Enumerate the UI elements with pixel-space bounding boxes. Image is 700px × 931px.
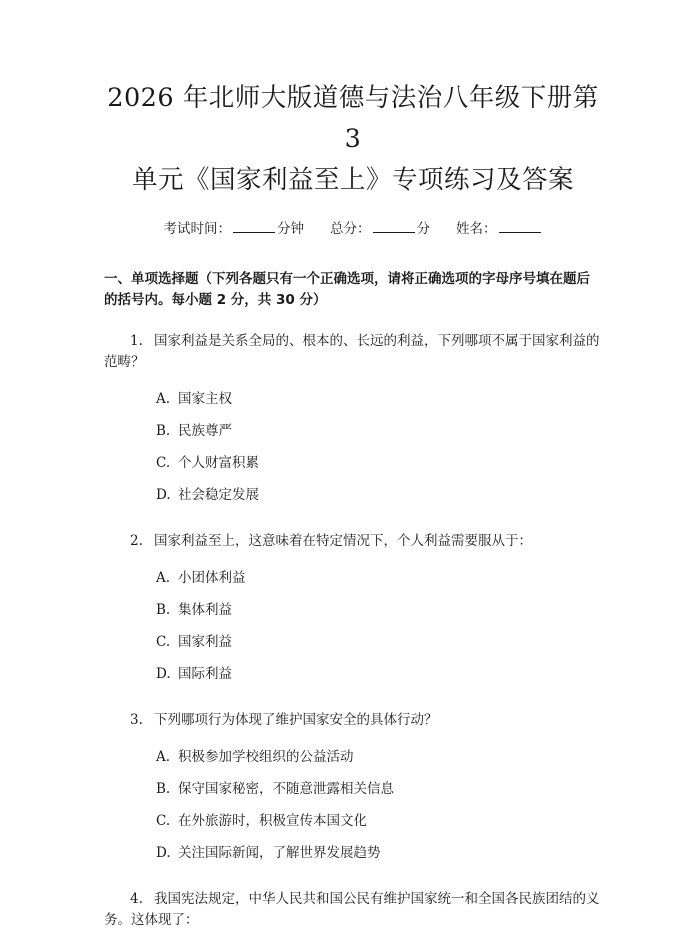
option-c <box>156 626 602 658</box>
option-text: 积极参加学校组织的公益活动 <box>178 749 354 765</box>
option-letter: D. <box>156 845 171 861</box>
option-text: 在外旅游时，积极宣传本国文化 <box>178 813 367 829</box>
question-text: 下列哪项行为体现了维护国家安全的具体行动？ <box>154 712 438 728</box>
score-label: 总分： <box>330 221 371 237</box>
option-text: 国家主权 <box>178 391 232 407</box>
option-c <box>156 805 602 837</box>
option-letter: A. <box>156 391 171 407</box>
option-letter: C. <box>156 455 171 471</box>
option-text: 国际利益 <box>178 666 232 682</box>
option-letter: B. <box>156 423 171 439</box>
option-letter: B. <box>156 602 171 618</box>
question-4 <box>104 889 602 931</box>
document-title <box>104 78 602 201</box>
score-blank <box>373 218 415 233</box>
name-blank <box>499 218 541 233</box>
option-list <box>104 383 602 511</box>
option-letter: B. <box>156 781 171 797</box>
option-text: 保守国家秘密，不随意泄露相关信息 <box>178 781 394 797</box>
time-unit: 分钟 <box>277 221 304 237</box>
option-text: 小团体利益 <box>178 570 246 586</box>
option-letter: D. <box>156 666 171 682</box>
question-number: 4. <box>130 891 143 907</box>
question-2 <box>104 531 602 552</box>
time-blank <box>233 218 275 233</box>
option-text: 集体利益 <box>178 602 232 618</box>
option-letter: A. <box>156 570 171 586</box>
option-b <box>156 773 602 805</box>
option-letter: C. <box>156 634 171 650</box>
option-list <box>104 562 602 690</box>
option-text: 民族尊严 <box>178 423 232 439</box>
option-b <box>156 594 602 626</box>
question-text: 国家利益是关系全局的、根本的、长远的利益，下列哪项不属于国家利益的范畴？ <box>104 333 600 370</box>
question-text: 国家利益至上，这意味着在特定情况下，个人利益需要服从于： <box>154 533 532 549</box>
option-letter: D. <box>156 487 171 503</box>
option-c <box>156 447 602 479</box>
title-line-1: 2026 年北师大版道德与法治八年级下册第 3 <box>107 83 599 154</box>
option-d <box>156 658 602 690</box>
name-label: 姓名： <box>456 221 497 237</box>
option-text: 关注国际新闻，了解世界发展趋势 <box>178 845 381 861</box>
option-a <box>156 741 602 773</box>
score-unit: 分 <box>416 221 430 237</box>
question-number: 2. <box>130 533 143 549</box>
section-heading: 一、单项选择题（下列各题只有一个正确选项，请将正确选项的字母序号填在题后的括号内。每小题 2 分，共 30 分） <box>104 271 590 308</box>
option-a <box>156 383 602 415</box>
option-letter: C. <box>156 813 171 829</box>
option-d <box>156 479 602 511</box>
option-letter: A. <box>156 749 171 765</box>
option-text: 社会稳定发展 <box>178 487 259 503</box>
question-number: 3. <box>130 712 143 728</box>
question-text: 我国宪法规定，中华人民共和国公民有维护国家统一和全国各民族团结的义务。这体现了： <box>104 891 600 928</box>
option-text: 个人财富积累 <box>178 455 259 471</box>
question-list <box>104 331 602 931</box>
question-1 <box>104 331 602 373</box>
time-label: 考试时间： <box>163 221 231 237</box>
option-text: 国家利益 <box>178 634 232 650</box>
option-d <box>156 837 602 869</box>
option-b <box>156 415 602 447</box>
title-line-2: 单元《国家利益至上》专项练习及答案 <box>131 165 574 195</box>
question-3 <box>104 710 602 731</box>
exam-meta <box>104 217 602 239</box>
option-a <box>156 562 602 594</box>
option-list <box>104 741 602 869</box>
question-number: 1. <box>130 333 143 349</box>
